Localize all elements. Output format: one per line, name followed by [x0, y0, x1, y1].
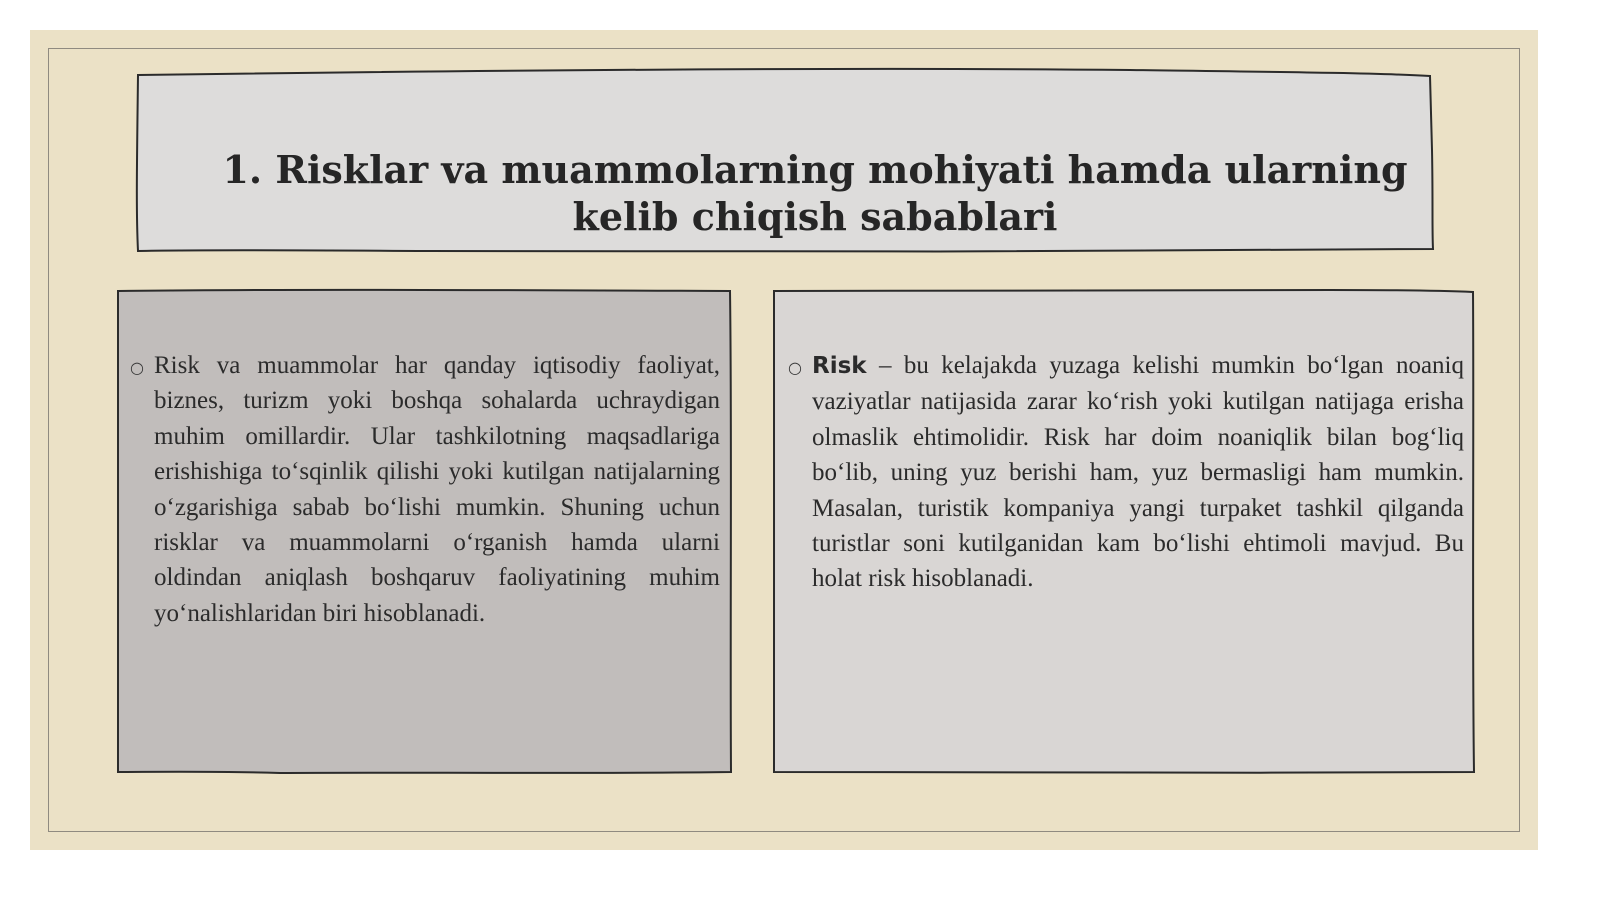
slide — [30, 30, 1538, 850]
slide-title: 1. Risklar va muammolarning mohiyati hamda ularning kelib chiqish sabablari — [222, 146, 1408, 239]
bullet-icon: ○ — [130, 358, 144, 377]
left-paragraph: Risk va muammolar har qanday iqtisodiy faoliyat, biznes, turizm yoki boshqa sohalarda uchraydigan muhim omillardir. Ular tashkilotning maqsadlariga erishishiga to‘sqinlik qilishi yoki kutilgan natijalarning o‘zgarishiga sabab bo‘lishi mumkin. Shuning uchun risklar va muammolarni o‘rganish hamda ularni oldindan aniqlash boshqaruv faoliyatining muhim yo‘nalishlaridan biri hisoblanadi. — [154, 352, 720, 627]
right-panel-text — [782, 348, 1464, 597]
right-paragraph: – bu kelajakda yuzaga kelishi mumkin bo‘lgan noaniq vaziyatlar natijasida zarar ko‘rish yoki kutilgan natijaga erisha olmaslik ehtimolidir. Risk har doim noaniqlik bilan bog‘liq bo‘lib, uning yuz berishi ham, yuz bermasligi ham mumkin. Masalan, turistik kompaniya yangi turpaket tashkil qilganda turistlar soni kutilganidan kam bo‘lishi ehtimoli mavjud. Bu holat risk hisoblanadi. — [812, 352, 1464, 593]
left-panel-text — [124, 348, 720, 631]
bullet-icon: ○ — [788, 358, 802, 377]
risk-term: Risk — [812, 353, 867, 379]
